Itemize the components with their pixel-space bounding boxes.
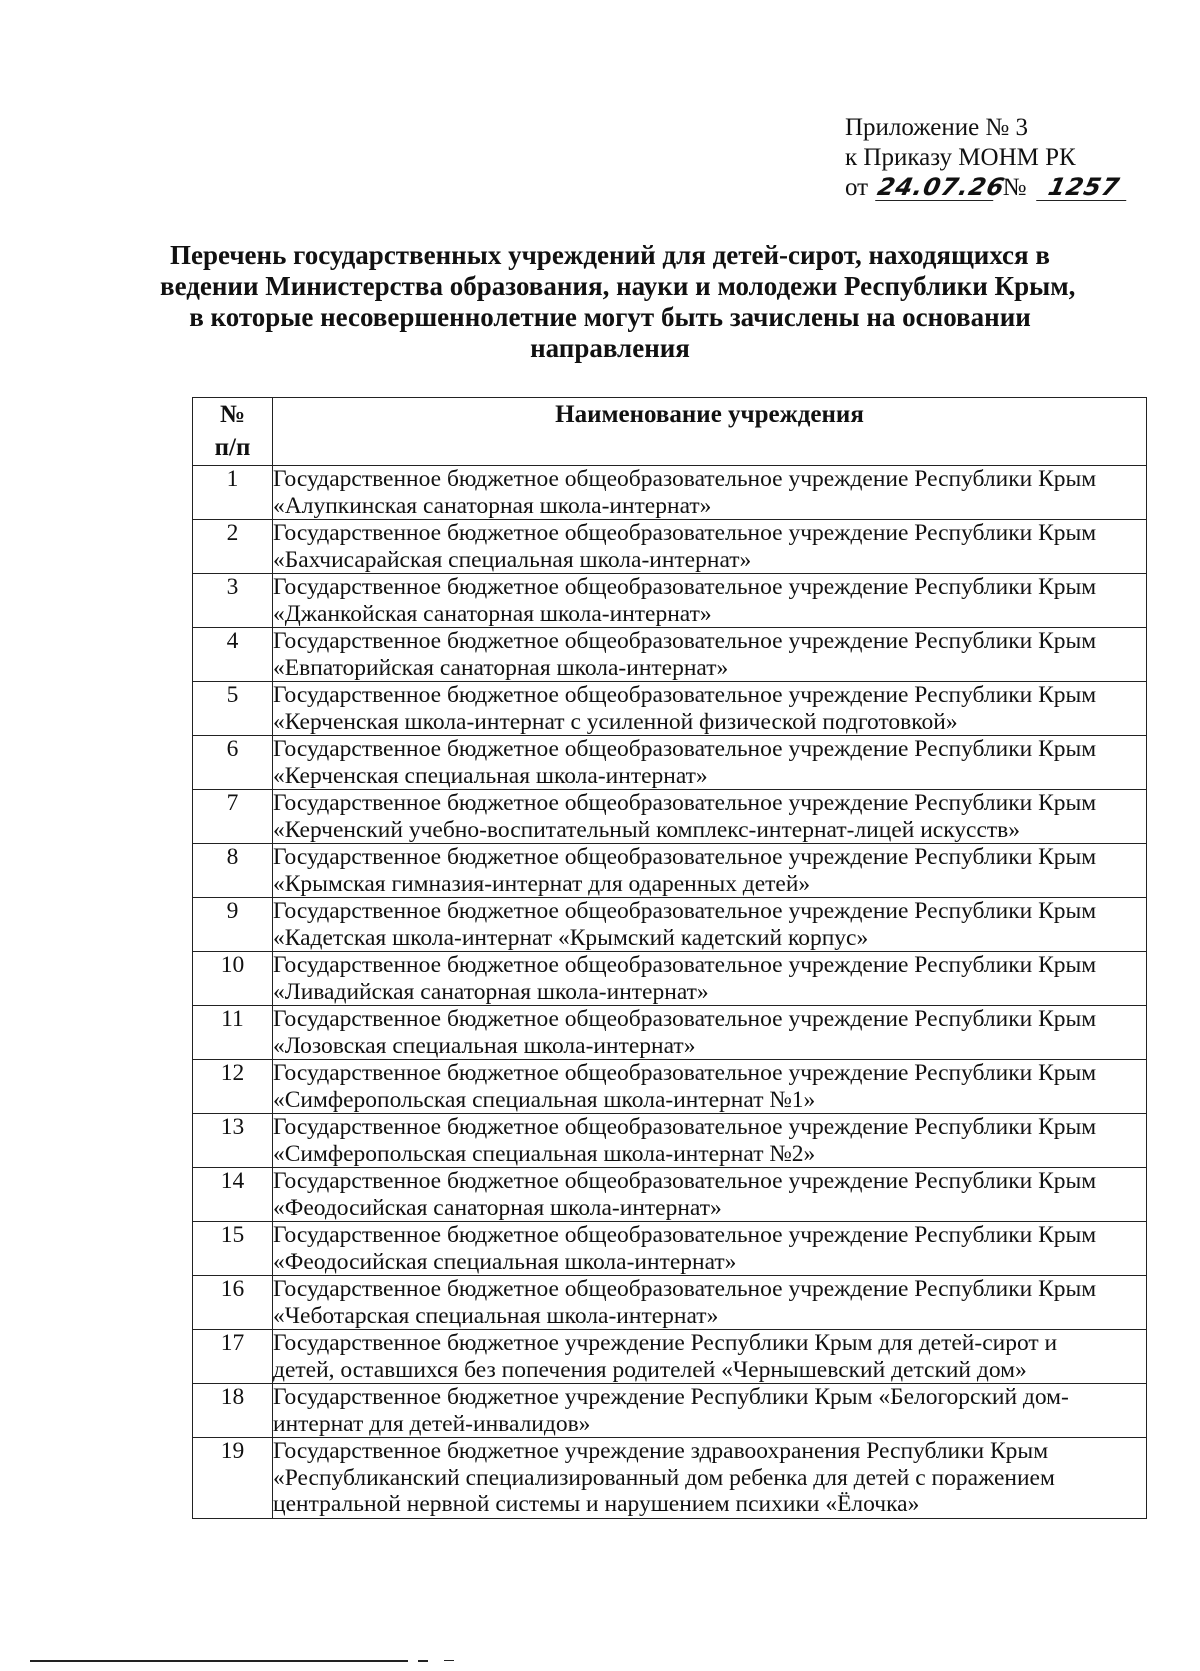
- institution-name-line: Государственное бюджетное общеобразовательное учреждение Республики Крым: [273, 1168, 1097, 1194]
- institution-name: [273, 1222, 1147, 1276]
- table-row: [193, 1438, 1147, 1519]
- handwritten-date: 24.07.26: [875, 173, 1008, 201]
- header-number: [193, 398, 273, 466]
- institution-name-line: Государственное бюджетное общеобразовательное учреждение Республики Крым: [273, 628, 1097, 654]
- table-row: [193, 466, 1147, 520]
- table-row: [193, 1168, 1147, 1222]
- institution-name: [273, 1060, 1147, 1114]
- institution-name-line: Государственное бюджетное общеобразовательное учреждение Республики Крым: [273, 1060, 1097, 1086]
- annex-header: [845, 113, 1129, 203]
- row-number: 5: [193, 682, 273, 736]
- title-line-2: ведении Министерства образования, науки и молодежи Республики Крым,: [160, 271, 1076, 301]
- institution-name: [273, 1438, 1147, 1519]
- row-number: 15: [193, 1222, 273, 1276]
- table-row: [193, 844, 1147, 898]
- institution-name: [273, 1114, 1147, 1168]
- institution-name: [273, 466, 1147, 520]
- institution-name-line: «Ливадийская санаторная школа-интернат»: [273, 978, 709, 1005]
- institution-name: [273, 790, 1147, 844]
- annex-line-1: Приложение № 3: [845, 114, 1029, 141]
- table-row: [193, 1276, 1147, 1330]
- header-name: Наименование учреждения: [273, 398, 1147, 466]
- row-number: 14: [193, 1168, 273, 1222]
- institution-name-line: «Феодосийская санаторная школа-интернат»: [273, 1194, 722, 1221]
- institution-name-line: детей, оставшихся без попечения родителей «Чернышевский детский дом»: [273, 1356, 1027, 1383]
- row-number: 10: [193, 952, 273, 1006]
- institution-name: [273, 736, 1147, 790]
- table-row: [193, 1114, 1147, 1168]
- table-body: [193, 466, 1147, 1519]
- institution-name-line: «Бахчисарайская специальная школа-интернат»: [273, 546, 752, 573]
- institution-name-line: «Феодосийская специальная школа-интернат»: [273, 1248, 737, 1275]
- document-title: [160, 240, 1076, 364]
- row-number: 11: [193, 1006, 273, 1060]
- footer-rule-short: [418, 1660, 428, 1662]
- institution-name-line: «Крымская гимназия-интернат для одаренных детей»: [273, 870, 811, 897]
- row-number: 1: [193, 466, 273, 520]
- header-number-symbol: №: [219, 401, 246, 428]
- row-number: 3: [193, 574, 273, 628]
- row-number: 8: [193, 844, 273, 898]
- table-row: [193, 1222, 1147, 1276]
- row-number: 13: [193, 1114, 273, 1168]
- institution-name-line: Государственное бюджетное общеобразовательное учреждение Республики Крым: [273, 736, 1097, 762]
- institution-name: [273, 520, 1147, 574]
- institutions-table: [192, 397, 1147, 1519]
- handwritten-number: 1257: [1036, 174, 1132, 201]
- institution-name-line: Государственное бюджетное общеобразовательное учреждение Республики Крым: [273, 1114, 1097, 1140]
- table-row: [193, 1060, 1147, 1114]
- institution-name: [273, 1168, 1147, 1222]
- date-prefix: от: [845, 174, 869, 201]
- institution-name-line: «Симферопольская специальная школа-интернат №1»: [273, 1086, 816, 1113]
- institution-name-line: «Республиканский специализированный дом ребенка для детей с поражением: [273, 1464, 1055, 1491]
- footer-rule-dash: [444, 1660, 454, 1661]
- institution-name-line: «Керченская школа-интернат с усиленной физической подготовкой»: [273, 708, 958, 735]
- institution-name-line: интернат для детей-инвалидов»: [273, 1410, 591, 1437]
- table-row: [193, 790, 1147, 844]
- row-number: 9: [193, 898, 273, 952]
- institution-name-line: Государственное бюджетное общеобразовательное учреждение Республики Крым: [273, 844, 1097, 870]
- institution-name-line: Государственное бюджетное учреждение Республики Крым «Белогорский дом-: [273, 1384, 1069, 1410]
- row-number: 7: [193, 790, 273, 844]
- institution-name-line: «Керченская специальная школа-интернат»: [273, 762, 708, 789]
- table-row: [193, 520, 1147, 574]
- institution-name-line: «Симферопольская специальная школа-интернат №2»: [273, 1140, 816, 1167]
- row-number: 4: [193, 628, 273, 682]
- table-row: [193, 952, 1147, 1006]
- institution-name-line: Государственное бюджетное общеобразовательное учреждение Республики Крым: [273, 574, 1097, 600]
- institution-name-line: «Чеботарская специальная школа-интернат»: [273, 1302, 719, 1329]
- row-number: 19: [193, 1438, 273, 1519]
- institution-name-line: «Кадетская школа-интернат «Крымский кадетский корпус»: [273, 924, 869, 951]
- institution-name-line: Государственное бюджетное общеобразовательное учреждение Республики Крым: [273, 790, 1097, 816]
- institution-name-line: «Керченский учебно-воспитательный комплекс-интернат-лицей искусств»: [273, 816, 1021, 843]
- title-line-3: в которые несовершеннолетние могут быть зачислены на основании: [189, 302, 1031, 332]
- title-line-4: направления: [530, 333, 690, 363]
- institution-name-line: Государственное бюджетное общеобразовательное учреждение Республики Крым: [273, 466, 1097, 492]
- institution-name-line: «Лозовская специальная школа-интернат»: [273, 1032, 696, 1059]
- institution-name: [273, 844, 1147, 898]
- institution-name-line: «Евпаторийская санаторная школа-интернат»: [273, 654, 729, 681]
- table-row: [193, 898, 1147, 952]
- institution-name-line: Государственное бюджетное учреждение Республики Крым для детей-сирот и: [273, 1330, 1058, 1356]
- institution-name-line: «Джанкойская санаторная школа-интернат»: [273, 600, 712, 627]
- institution-name-line: Государственное бюджетное общеобразовательное учреждение Республики Крым: [273, 520, 1097, 546]
- table-row: [193, 682, 1147, 736]
- row-number: 18: [193, 1384, 273, 1438]
- institution-name: [273, 574, 1147, 628]
- row-number: 6: [193, 736, 273, 790]
- footer-rule: [30, 1660, 408, 1662]
- institution-name: [273, 1330, 1147, 1384]
- annex-date-line: [845, 173, 1129, 203]
- institution-name: [273, 1384, 1147, 1438]
- institution-name-line: Государственное бюджетное общеобразовательное учреждение Республики Крым: [273, 898, 1097, 924]
- row-number: 17: [193, 1330, 273, 1384]
- table-header-row: [193, 398, 1147, 466]
- institution-name: [273, 898, 1147, 952]
- row-number: 2: [193, 520, 273, 574]
- institution-name: [273, 682, 1147, 736]
- institution-name: [273, 628, 1147, 682]
- institution-name-line: Государственное бюджетное общеобразовательное учреждение Республики Крым: [273, 1222, 1097, 1248]
- institution-name-line: «Алупкинская санаторная школа-интернат»: [273, 492, 712, 519]
- institution-name-line: Государственное бюджетное общеобразовательное учреждение Республики Крым: [273, 682, 1097, 708]
- table-row: [193, 1006, 1147, 1060]
- title-line-1: Перечень государственных учреждений для детей-сирот, находящихся в: [170, 240, 1050, 270]
- table-row: [193, 1384, 1147, 1438]
- institution-name-line: Государственное бюджетное учреждение здравоохранения Республики Крым: [273, 1438, 1049, 1464]
- row-number: 16: [193, 1276, 273, 1330]
- table-row: [193, 574, 1147, 628]
- institution-name: [273, 1006, 1147, 1060]
- annex-line-2: к Приказу МОНМ РК: [845, 144, 1076, 171]
- institution-name-line: Государственное бюджетное общеобразовательное учреждение Республики Крым: [273, 952, 1097, 978]
- row-number: 12: [193, 1060, 273, 1114]
- institution-name: [273, 1276, 1147, 1330]
- table-row: [193, 628, 1147, 682]
- header-number-abbr: п/п: [214, 434, 251, 461]
- institution-name-line: Государственное бюджетное общеобразовательное учреждение Республики Крым: [273, 1276, 1097, 1302]
- institution-name-line: центральной нервной системы и нарушением психики «Ёлочка»: [273, 1491, 920, 1517]
- table-row: [193, 1330, 1147, 1384]
- table-row: [193, 736, 1147, 790]
- number-label: №: [1002, 174, 1027, 201]
- institution-name-line: Государственное бюджетное общеобразовательное учреждение Республики Крым: [273, 1006, 1097, 1032]
- institution-name: [273, 952, 1147, 1006]
